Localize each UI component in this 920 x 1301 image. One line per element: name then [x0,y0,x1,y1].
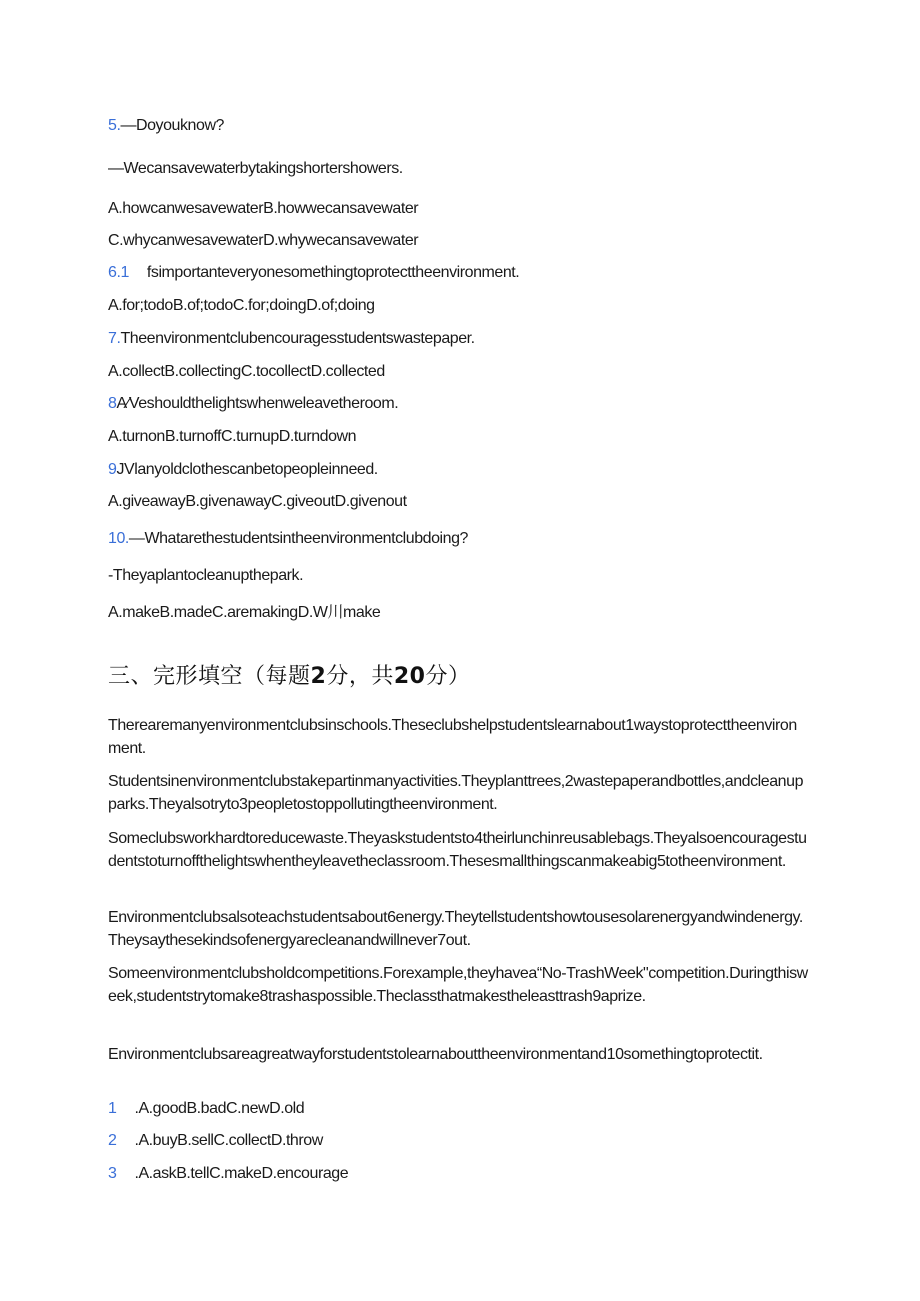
question-9-prompt [108,460,378,480]
option-text: A.for;todoB.of;todoC.for;doingD.of;doing [108,297,375,314]
question-10-options [108,603,380,623]
option-number: 1 [108,1100,117,1117]
option-text: .A.askB.tellC.makeD.encourage [134,1165,349,1182]
option-text: A.makeB.madeC.aremakingD.W川make [108,604,381,621]
option-text: A.collectB.collectingC.tocollectD.collected [108,363,385,380]
question-number: 5. [108,117,121,134]
passage-paragraph-3: Someclubsworkhardtoreducewaste.Theyaskstudentsto4theirlunchinreusablebags.Theyalsoencouragestudentstoturnoffthelightswhentheyleavetheclassroom.Thesesmallthingscanmakeabig5totheenvironment. [108,830,807,870]
question-text: —Wecansavewaterbytakingshortershowers. [108,160,403,177]
passage-paragraph-6: Environmentclubsareagreatwayforstudentstolearnabouttheenvironmentand10somethingtoprotectit. [108,1046,763,1063]
question-6-prompt [108,263,519,283]
question-10-answer-line [108,566,303,586]
passage-paragraph-1: Therearemanyenvironmentclubsinschools.Theseclubshelpstudentslearnabout1waystoprotecttheenvironment. [108,717,797,757]
question-number: 6.1 [108,264,129,281]
option-number: 2 [108,1132,117,1149]
cloze-option-3 [108,1164,348,1184]
cloze-option-1 [108,1099,304,1119]
passage-paragraph-5: Someenvironmentclubsholdcompetitions.Forexample,theyhavea“No-TrashWeek"competition.Duringthisweek,studentstrytomake8trashaspossible.Theclassthatmakestheleasttrash9aprize. [108,965,808,1005]
question-5-options-cd [108,231,418,251]
question-8-prompt [108,394,398,414]
question-7-prompt [108,329,475,349]
passage-paragraph-2: Studentsinenvironmentclubstakepartinmanyactivities.Theyplanttrees,2wastepaperandbottles,andcleanupparks.Theyalsotryto3peopletostoppollutingtheenvironment. [108,773,804,813]
question-5-options-ab [108,199,418,219]
question-text: —Doyouknow? [120,117,225,134]
question-text: Theenvironmentclubencouragesstudentswastepaper. [120,330,475,347]
option-text: .A.goodB.badC.newD.old [134,1100,305,1117]
question-5-prompt [108,116,224,136]
question-text: fsimportanteveryonesomethingtoprotecttheenvironment. [146,264,520,281]
option-number: 3 [108,1165,117,1182]
question-text: —Whatarethestudentsintheenvironmentclubdoing? [128,530,468,547]
option-text: A.howcanwesavewaterB.howwecansavewater [108,200,419,217]
passage-paragraph-4: Environmentclubsalsoteachstudentsabout6energy.Theytellstudentshowtousesolarenergyandwindenergy.Theysaythesekindsofenergyarecleanandwillnever7out. [108,909,803,949]
question-number: 7. [108,330,121,347]
question-6-options [108,296,375,316]
question-10-prompt [108,529,468,549]
question-text: -Theyaplantocleanupthepark. [108,567,304,584]
question-8-options [108,427,356,447]
option-text: A.turnonB.turnoffC.turnupD.turndown [108,428,357,445]
question-number: 9 [108,461,117,478]
question-7-options [108,362,385,382]
option-text: .A.buyB.sellC.collectD.throw [134,1132,323,1149]
option-text: C.whycanwesavewaterD.whywecansavewater [108,232,419,249]
question-number: 10. [108,530,129,547]
question-9-options [108,492,407,512]
question-number: 8 [108,395,117,412]
option-text: A.giveawayB.givenawayC.giveoutD.givenout [108,493,407,510]
question-text: A∕Veshouldthelightswhenweleavetheroom. [116,395,399,412]
section-heading: 三、完形填空（每题2分，共20分） [108,664,471,689]
question-text: JVlanyoldclothescanbetopeopleinneed. [116,461,378,478]
cloze-option-2 [108,1131,323,1151]
question-5-answer-line [108,159,403,179]
